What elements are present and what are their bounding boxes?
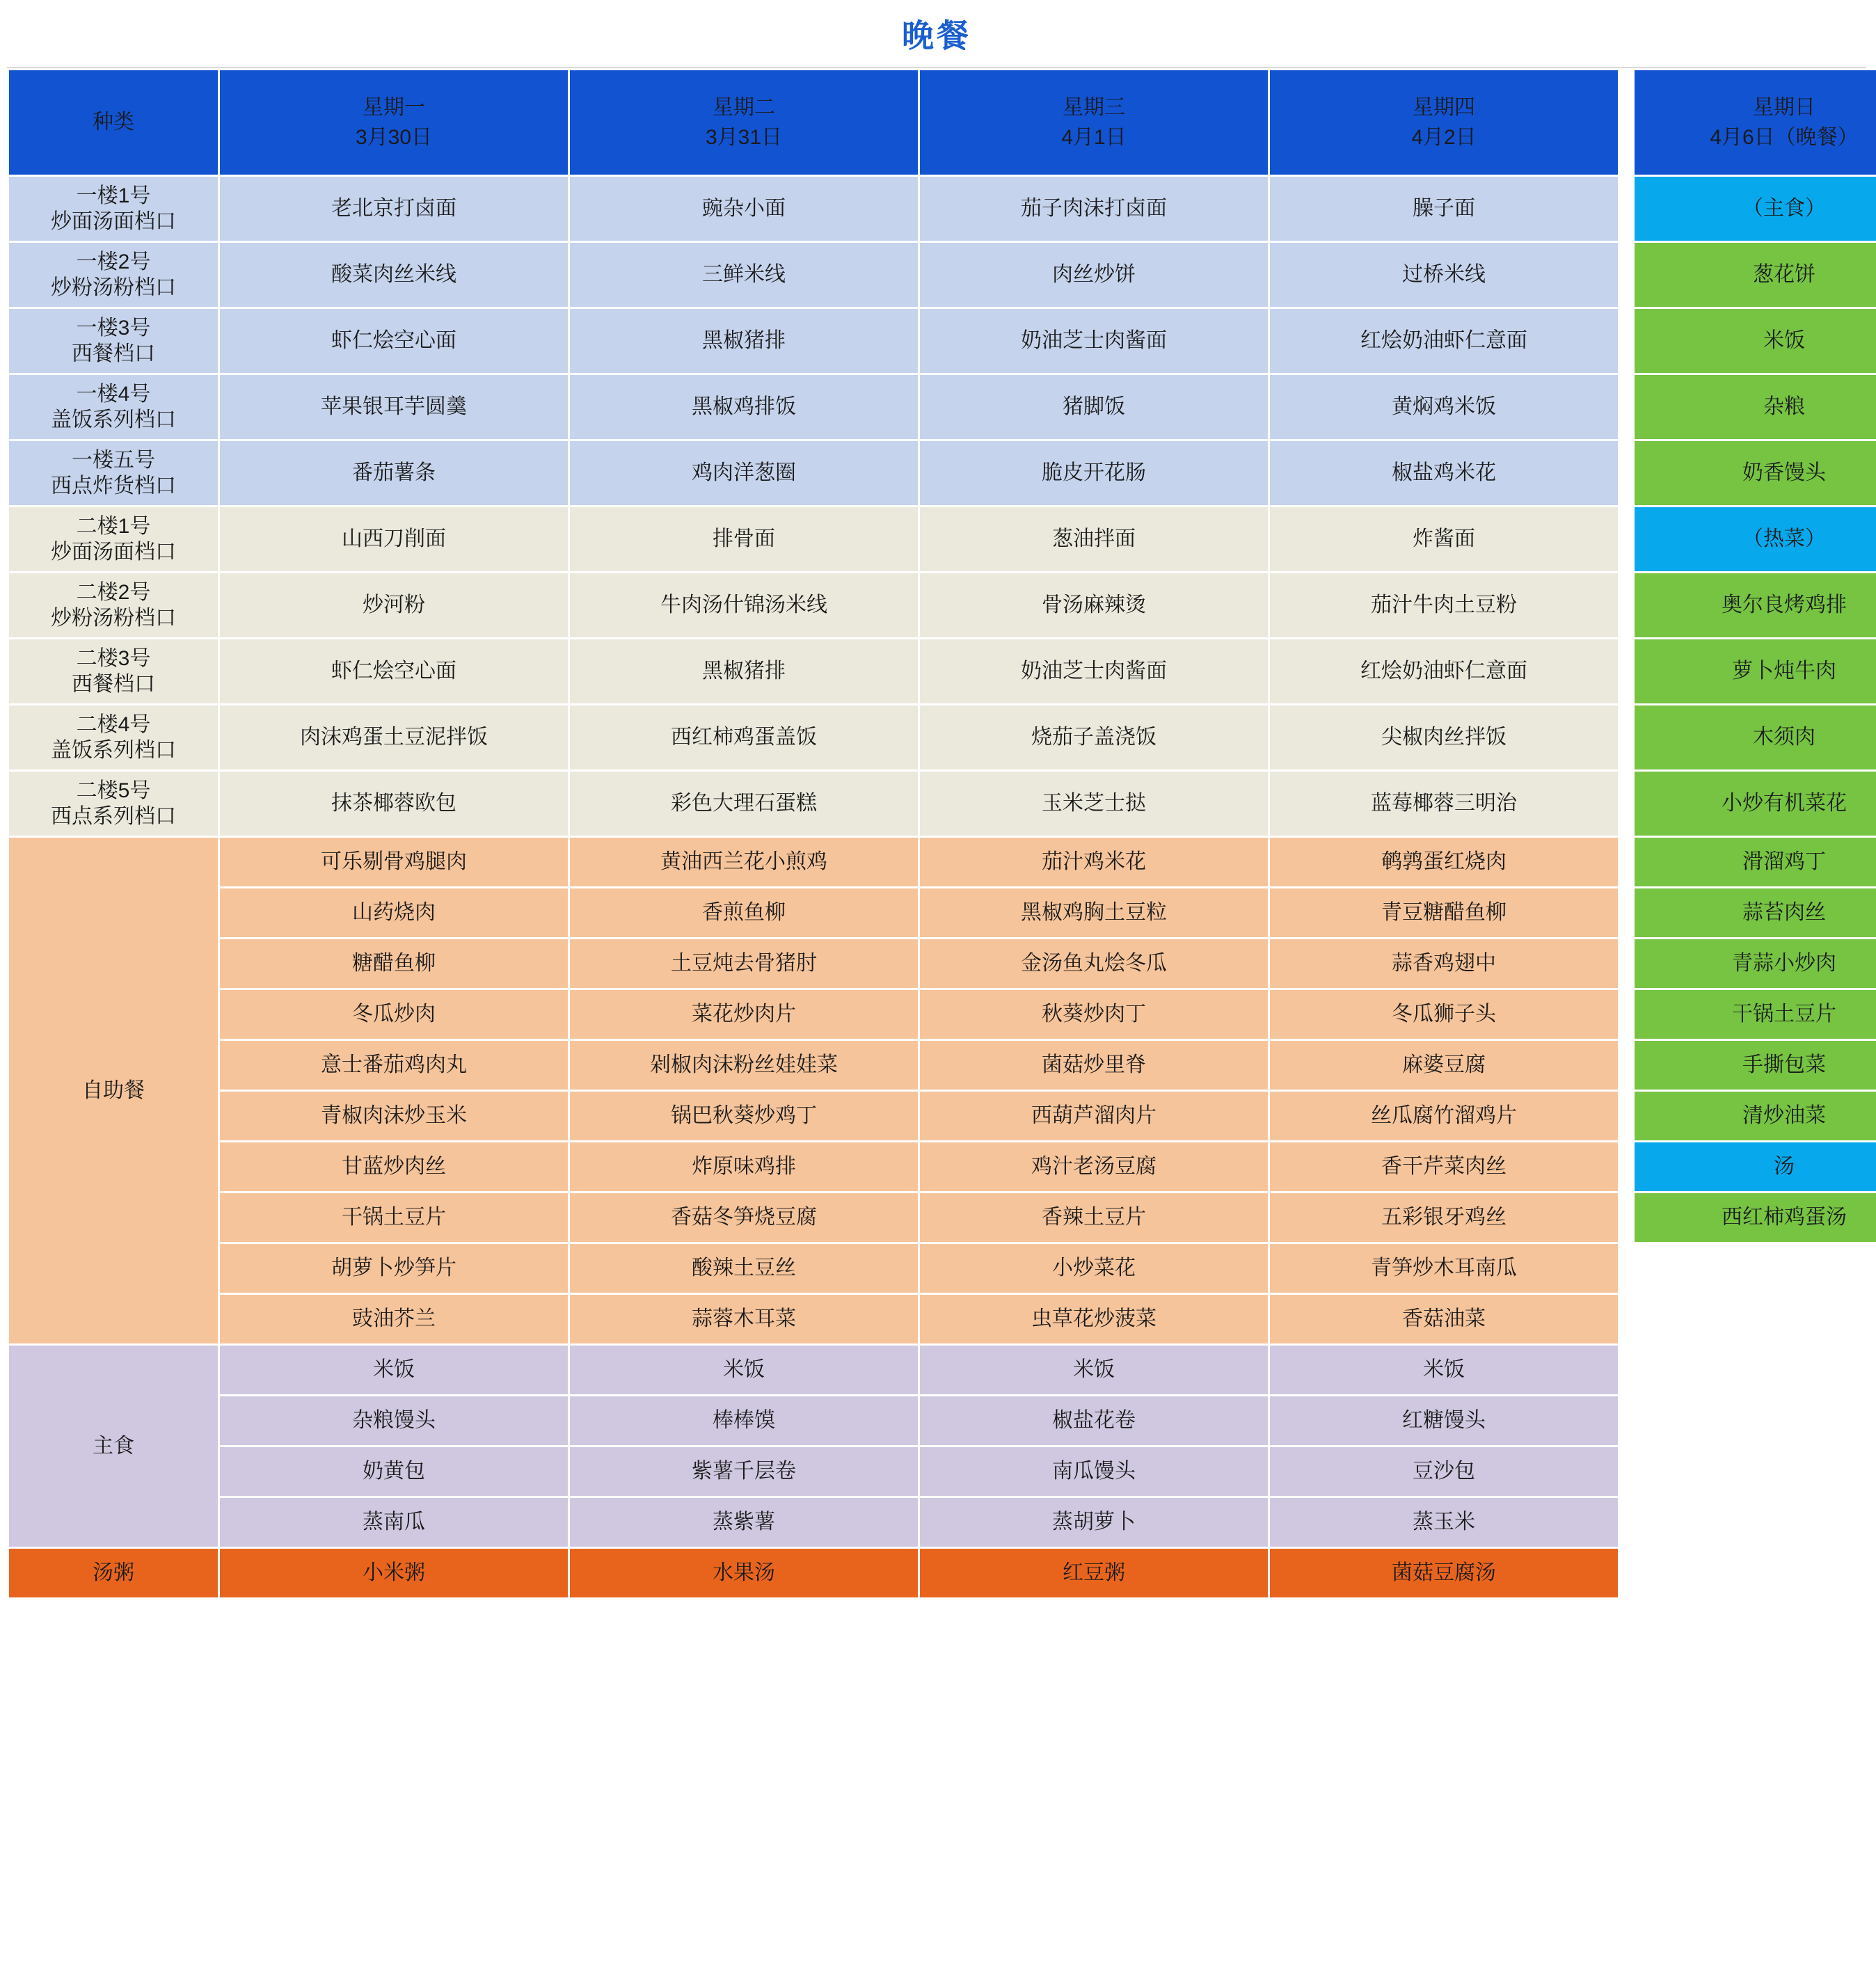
menu-item-cell: 香菇油菜 <box>1270 1295 1618 1343</box>
table-row <box>9 1142 1876 1191</box>
table-row <box>9 507 1876 571</box>
column-gap <box>1620 939 1632 988</box>
column-gap <box>1620 705 1632 769</box>
stall-type-line2: 盖饭系列档口 <box>51 408 176 431</box>
stall-type-line1: 二楼5号 <box>76 779 151 802</box>
menu-item-cell: 麻婆豆腐 <box>1270 1041 1618 1090</box>
menu-item-cell: 炒河粉 <box>220 573 568 637</box>
menu-item-cell: 西葫芦溜肉片 <box>920 1092 1268 1140</box>
table-row <box>9 1549 1876 1597</box>
page-title: 晚餐 <box>902 17 971 54</box>
menu-item-cell-sunday <box>1635 1498 1876 1547</box>
menu-item-cell-sunday <box>1635 1244 1876 1293</box>
menu-item-cell: 彩色大理石蛋糕 <box>570 772 918 836</box>
column-gap <box>1620 838 1632 886</box>
menu-item-cell: 香菇冬笋烧豆腐 <box>570 1193 918 1242</box>
header-day-name: 星期三 <box>1063 95 1125 119</box>
table-row <box>9 441 1876 505</box>
menu-item-cell-sunday: 米饭 <box>1635 309 1876 373</box>
table-row <box>9 1346 1876 1394</box>
menu-item-cell: 红烩奶油虾仁意面 <box>1270 639 1618 703</box>
menu-item-cell-sunday: 青蒜小炒肉 <box>1635 939 1876 988</box>
menu-item-cell: 香煎鱼柳 <box>570 888 918 937</box>
column-gap <box>1620 573 1632 637</box>
menu-item-cell: 米饭 <box>220 1346 568 1394</box>
menu-item-cell-sunday: 干锅土豆片 <box>1635 990 1876 1039</box>
column-gap <box>1620 243 1632 307</box>
menu-table <box>7 68 1876 1600</box>
column-gap <box>1620 1193 1632 1242</box>
stall-type-line1: 一楼2号 <box>76 250 151 273</box>
header-day-sun <box>1635 70 1876 175</box>
table-row <box>9 243 1876 307</box>
table-row <box>9 1447 1876 1496</box>
menu-item-cell: 茄汁鸡米花 <box>920 838 1268 886</box>
menu-item-cell: 可乐剔骨鸡腿肉 <box>220 838 568 886</box>
menu-item-cell-sunday: 蒜苔肉丝 <box>1635 888 1876 937</box>
column-gap <box>1620 177 1632 241</box>
header-day-name: 星期一 <box>363 95 425 119</box>
menu-item-cell: 干锅土豆片 <box>220 1193 568 1242</box>
menu-item-cell: 鸡肉洋葱圈 <box>570 441 918 505</box>
menu-item-cell: 蒸玉米 <box>1270 1498 1618 1547</box>
stall-type-line1: 二楼1号 <box>76 514 151 538</box>
menu-item-cell: 蒸胡萝卜 <box>920 1498 1268 1547</box>
menu-item-cell: 抹茶椰蓉欧包 <box>220 772 568 836</box>
stall-type-cell <box>9 573 218 637</box>
column-gap <box>1620 772 1632 836</box>
menu-item-cell: 红糖馒头 <box>1270 1396 1618 1445</box>
menu-item-cell-sunday: 滑溜鸡丁 <box>1635 838 1876 886</box>
table-header <box>9 70 1876 175</box>
menu-item-cell: 青笋炒木耳南瓜 <box>1270 1244 1618 1293</box>
menu-item-cell: 秋葵炒肉丁 <box>920 990 1268 1039</box>
table-row <box>9 1041 1876 1090</box>
stall-type-cell <box>9 705 218 769</box>
menu-item-cell-sunday: 奥尔良烤鸡排 <box>1635 573 1876 637</box>
menu-item-cell: 蒜蓉木耳菜 <box>570 1295 918 1343</box>
menu-item-cell: 椒盐花卷 <box>920 1396 1268 1445</box>
menu-item-cell: 鹌鹑蛋红烧肉 <box>1270 838 1618 886</box>
column-gap <box>1620 1041 1632 1090</box>
menu-item-cell: 山西刀削面 <box>220 507 568 571</box>
stall-type-line2: 西点系列档口 <box>51 805 176 828</box>
menu-item-cell: 米饭 <box>1270 1346 1618 1394</box>
menu-item-cell: 丝瓜腐竹溜鸡片 <box>1270 1092 1618 1140</box>
stall-type-cell <box>9 507 218 571</box>
menu-item-cell: 苹果银耳芋圆羹 <box>220 375 568 439</box>
stall-type-line1: 二楼4号 <box>76 712 151 736</box>
menu-item-cell: 黄焖鸡米饭 <box>1270 375 1618 439</box>
stall-type-line2: 炒面汤面档口 <box>51 210 176 233</box>
menu-item-cell: 酸菜肉丝米线 <box>220 243 568 307</box>
menu-item-cell: 金汤鱼丸烩冬瓜 <box>920 939 1268 988</box>
table-row <box>9 990 1876 1039</box>
menu-item-cell-sunday: 杂粮 <box>1635 375 1876 439</box>
section-label-staple: 主食 <box>9 1346 218 1547</box>
menu-item-cell: 南瓜馒头 <box>920 1447 1268 1496</box>
menu-item-cell: 炸酱面 <box>1270 507 1618 571</box>
header-day-name: 星期二 <box>713 95 775 119</box>
menu-item-cell: 猪脚饭 <box>920 375 1268 439</box>
stall-type-cell <box>9 772 218 836</box>
header-day-date: 4月1日 <box>1061 126 1127 149</box>
menu-item-cell: 鸡汁老汤豆腐 <box>920 1142 1268 1191</box>
stall-type-line1: 一楼3号 <box>76 316 151 340</box>
menu-item-cell: 杂粮馒头 <box>220 1396 568 1445</box>
menu-item-cell: 茄汁牛肉土豆粉 <box>1270 573 1618 637</box>
menu-item-cell: 蒜香鸡翅中 <box>1270 939 1618 988</box>
stall-type-cell <box>9 243 218 307</box>
stall-type-line2: 炒粉汤粉档口 <box>51 276 176 299</box>
menu-item-cell-sunday <box>1635 1396 1876 1445</box>
column-gap <box>1620 1396 1632 1445</box>
menu-item-cell: 黑椒鸡排饭 <box>570 375 918 439</box>
menu-item-cell: 青豆糖醋鱼柳 <box>1270 888 1618 937</box>
menu-item-cell: 奶油芝士肉酱面 <box>920 639 1268 703</box>
menu-item-cell-sunday: 萝卜炖牛肉 <box>1635 639 1876 703</box>
menu-item-cell: 过桥米线 <box>1270 243 1618 307</box>
menu-item-cell-sunday: 葱花饼 <box>1635 243 1876 307</box>
menu-item-cell: 锅巴秋葵炒鸡丁 <box>570 1092 918 1140</box>
stall-type-line2: 西餐档口 <box>72 342 155 365</box>
stall-type-line1: 一楼五号 <box>72 448 155 472</box>
menu-item-cell: 紫薯千层卷 <box>570 1447 918 1496</box>
menu-item-cell: 冬瓜狮子头 <box>1270 990 1618 1039</box>
table-row <box>9 772 1876 836</box>
table-row <box>9 573 1876 637</box>
menu-item-cell: 蒸南瓜 <box>220 1498 568 1547</box>
stall-type-line1: 二楼2号 <box>76 580 151 604</box>
column-gap <box>1620 507 1632 571</box>
column-gap <box>1620 1244 1632 1293</box>
menu-item-cell-sunday: （热菜） <box>1635 507 1876 571</box>
stall-type-cell <box>9 375 218 439</box>
stall-type-line2: 炒面汤面档口 <box>51 541 176 564</box>
menu-item-cell: 山药烧肉 <box>220 888 568 937</box>
menu-item-cell: 肉沫鸡蛋土豆泥拌饭 <box>220 705 568 769</box>
menu-item-cell-sunday: 奶香馒头 <box>1635 441 1876 505</box>
table-row <box>9 1295 1876 1343</box>
menu-item-cell: 黑椒猪排 <box>570 309 918 373</box>
section-label-buffet: 自助餐 <box>9 838 218 1343</box>
menu-item-cell: 奶黄包 <box>220 1447 568 1496</box>
header-type: 种类 <box>9 70 218 175</box>
menu-item-cell-sunday: 小炒有机菜花 <box>1635 772 1876 836</box>
column-gap <box>1620 1447 1632 1496</box>
table-row <box>9 1244 1876 1293</box>
table-row <box>9 939 1876 988</box>
header-day-date: 4月2日 <box>1411 126 1477 149</box>
menu-item-cell: 红烩奶油虾仁意面 <box>1270 309 1618 373</box>
menu-item-cell: 五彩银牙鸡丝 <box>1270 1193 1618 1242</box>
menu-item-cell: 排骨面 <box>570 507 918 571</box>
menu-item-cell: 葱油拌面 <box>920 507 1268 571</box>
menu-item-cell: 棒棒馍 <box>570 1396 918 1445</box>
menu-item-cell: 肉丝炒饼 <box>920 243 1268 307</box>
column-gap <box>1620 639 1632 703</box>
header-day-date: 4月6日（晚餐） <box>1710 126 1859 149</box>
header-day-wed <box>920 70 1268 175</box>
menu-item-cell: 红豆粥 <box>920 1549 1268 1597</box>
header-day-mon <box>220 70 568 175</box>
menu-item-cell: 西红柿鸡蛋盖饭 <box>570 705 918 769</box>
menu-item-cell-sunday <box>1635 1447 1876 1496</box>
header-day-date: 3月30日 <box>355 126 433 149</box>
table-row <box>9 1092 1876 1140</box>
menu-item-cell: 胡萝卜炒笋片 <box>220 1244 568 1293</box>
menu-item-cell: 豆沙包 <box>1270 1447 1618 1496</box>
stall-type-cell <box>9 639 218 703</box>
column-gap <box>1620 309 1632 373</box>
menu-item-cell: 蓝莓椰蓉三明治 <box>1270 772 1618 836</box>
column-gap <box>1620 1295 1632 1343</box>
menu-item-cell: 土豆炖去骨猪肘 <box>570 939 918 988</box>
stall-type-line1: 一楼1号 <box>76 184 151 207</box>
column-gap <box>1620 1092 1632 1140</box>
stall-type-cell <box>9 177 218 241</box>
column-gap <box>1620 1498 1632 1547</box>
menu-item-cell-sunday <box>1635 1295 1876 1343</box>
table-row <box>9 375 1876 439</box>
stall-type-line2: 盖饭系列档口 <box>51 739 176 762</box>
table-row <box>9 177 1876 241</box>
table-row <box>9 1498 1876 1547</box>
menu-item-cell-sunday: （主食） <box>1635 177 1876 241</box>
page-title-bar <box>7 0 1866 68</box>
menu-item-cell: 尖椒肉丝拌饭 <box>1270 705 1618 769</box>
menu-item-cell: 玉米芝士挞 <box>920 772 1268 836</box>
stall-type-line2: 炒粉汤粉档口 <box>51 607 176 630</box>
stall-type-line2: 西点炸货档口 <box>51 474 176 497</box>
column-gap <box>1620 1142 1632 1191</box>
table-row <box>9 309 1876 373</box>
menu-item-cell: 虾仁烩空心面 <box>220 639 568 703</box>
menu-item-cell: 椒盐鸡米花 <box>1270 441 1618 505</box>
menu-item-cell: 骨汤麻辣烫 <box>920 573 1268 637</box>
menu-item-cell: 意士番茄鸡肉丸 <box>220 1041 568 1090</box>
menu-item-cell: 牛肉汤什锦汤米线 <box>570 573 918 637</box>
menu-item-cell: 蒸紫薯 <box>570 1498 918 1547</box>
menu-item-cell-sunday <box>1635 1346 1876 1394</box>
menu-item-cell-sunday: 木须肉 <box>1635 705 1876 769</box>
header-gap <box>1620 70 1632 175</box>
menu-item-cell: 脆皮开花肠 <box>920 441 1268 505</box>
header-day-name: 星期日 <box>1753 95 1815 119</box>
header-day-date: 3月31日 <box>705 126 783 149</box>
stall-type-line1: 一楼4号 <box>76 382 151 406</box>
menu-item-cell: 黑椒猪排 <box>570 639 918 703</box>
menu-item-cell: 小炒菜花 <box>920 1244 1268 1293</box>
menu-item-cell: 香干芹菜肉丝 <box>1270 1142 1618 1191</box>
stall-type-cell <box>9 309 218 373</box>
menu-item-cell: 豌杂小面 <box>570 177 918 241</box>
column-gap <box>1620 888 1632 937</box>
header-day-thu <box>1270 70 1618 175</box>
table-row <box>9 705 1876 769</box>
stall-type-line1: 二楼3号 <box>76 646 151 670</box>
stall-type-cell <box>9 441 218 505</box>
header-day-name: 星期四 <box>1413 95 1475 119</box>
column-gap <box>1620 441 1632 505</box>
section-label-soup: 汤粥 <box>9 1549 218 1597</box>
menu-item-cell: 老北京打卤面 <box>220 177 568 241</box>
menu-item-cell: 番茄薯条 <box>220 441 568 505</box>
menu-item-cell: 水果汤 <box>570 1549 918 1597</box>
column-gap <box>1620 1549 1632 1597</box>
table-row <box>9 1396 1876 1445</box>
menu-item-cell: 茄子肉沫打卤面 <box>920 177 1268 241</box>
table-row <box>9 888 1876 937</box>
table-body <box>9 177 1876 1597</box>
table-row <box>9 838 1876 886</box>
column-gap <box>1620 990 1632 1039</box>
column-gap <box>1620 1346 1632 1394</box>
menu-item-cell: 青椒肉沫炒玉米 <box>220 1092 568 1140</box>
stall-type-line2: 西餐档口 <box>72 673 155 696</box>
menu-item-cell: 香辣土豆片 <box>920 1193 1268 1242</box>
menu-item-cell: 奶油芝士肉酱面 <box>920 309 1268 373</box>
menu-item-cell-sunday: 手撕包菜 <box>1635 1041 1876 1090</box>
menu-item-cell: 小米粥 <box>220 1549 568 1597</box>
menu-item-cell-sunday: 西红柿鸡蛋汤 <box>1635 1193 1876 1242</box>
menu-item-cell: 三鲜米线 <box>570 243 918 307</box>
menu-item-cell: 黑椒鸡胸土豆粒 <box>920 888 1268 937</box>
table-row <box>9 1193 1876 1242</box>
menu-item-cell-sunday: 清炒油菜 <box>1635 1092 1876 1140</box>
menu-item-cell: 糖醋鱼柳 <box>220 939 568 988</box>
menu-item-cell: 酸辣土豆丝 <box>570 1244 918 1293</box>
menu-item-cell: 菌菇豆腐汤 <box>1270 1549 1618 1597</box>
menu-item-cell: 豉油芥兰 <box>220 1295 568 1343</box>
header-day-tue <box>570 70 918 175</box>
menu-item-cell: 黄油西兰花小煎鸡 <box>570 838 918 886</box>
menu-item-cell: 菌菇炒里脊 <box>920 1041 1268 1090</box>
table-row <box>9 639 1876 703</box>
menu-item-cell: 米饭 <box>570 1346 918 1394</box>
menu-item-cell: 烧茄子盖浇饭 <box>920 705 1268 769</box>
menu-item-cell: 冬瓜炒肉 <box>220 990 568 1039</box>
menu-item-cell-sunday: 汤 <box>1635 1142 1876 1191</box>
menu-item-cell: 炸原味鸡排 <box>570 1142 918 1191</box>
menu-item-cell: 米饭 <box>920 1346 1268 1394</box>
menu-item-cell: 菜花炒肉片 <box>570 990 918 1039</box>
menu-item-cell: 虫草花炒菠菜 <box>920 1295 1268 1343</box>
menu-item-cell: 剁椒肉沫粉丝娃娃菜 <box>570 1041 918 1090</box>
column-gap <box>1620 375 1632 439</box>
menu-item-cell-sunday <box>1635 1549 1876 1597</box>
menu-item-cell: 虾仁烩空心面 <box>220 309 568 373</box>
menu-item-cell: 臊子面 <box>1270 177 1618 241</box>
menu-item-cell: 甘蓝炒肉丝 <box>220 1142 568 1191</box>
